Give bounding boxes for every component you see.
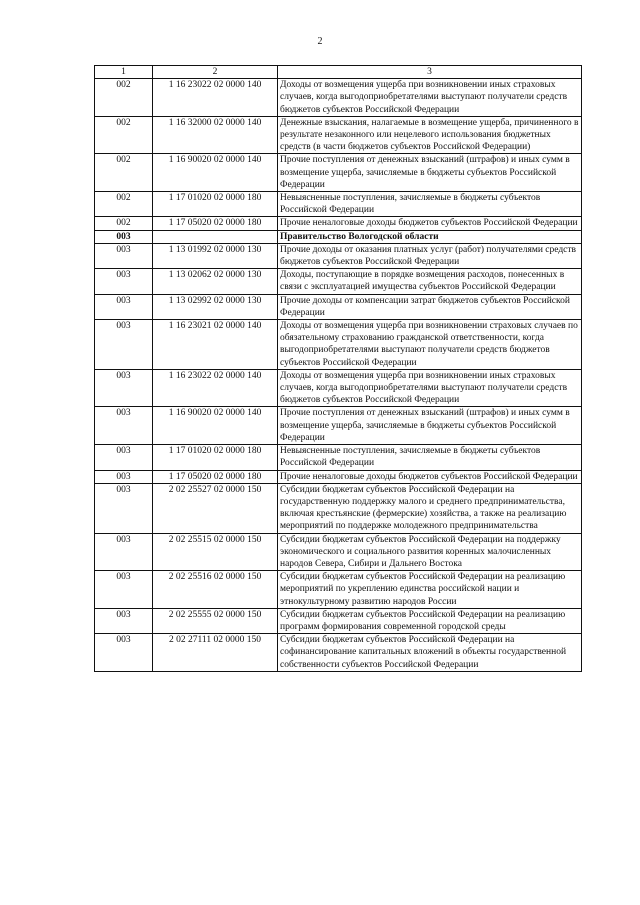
revenue-name-cell: Субсидии бюджетам субъектов Российской Федерации на реализацию мероприятий по укреплению единства российской нации и этнокультурному развитию народов России: [278, 571, 582, 609]
admin-code-cell: 003: [95, 571, 153, 609]
revenue-name-cell: Прочие доходы от оказания платных услуг (работ) получателями средств бюджетов субъектов Российской Федерации: [278, 243, 582, 268]
admin-code-cell: 003: [95, 294, 153, 319]
admin-code-cell: 003: [95, 407, 153, 445]
table-row: [95, 294, 582, 319]
revenue-name-cell: Субсидии бюджетам субъектов Российской Федерации на софинансирование капитальных вложений в объекты государственной собственности субъектов Российской Федерации: [278, 634, 582, 672]
revenue-codes-table: [94, 65, 582, 672]
table-row: [95, 269, 582, 294]
budget-code-cell: 1 16 90020 02 0000 140: [153, 154, 278, 192]
table-row: [95, 445, 582, 470]
admin-code-cell: 003: [95, 634, 153, 672]
table-row: [95, 634, 582, 672]
revenue-name-cell: Невыясненные поступления, зачисляемые в бюджеты субъектов Российской Федерации: [278, 445, 582, 470]
table-row: [95, 243, 582, 268]
table-row: [95, 79, 582, 117]
budget-code-cell: 1 13 02992 02 0000 130: [153, 294, 278, 319]
revenue-name-cell: Доходы от возмещения ущерба при возникновении страховых случаев по обязательному страхованию гражданской ответственности, когда выгодоприобретателями выступают получатели средств бюджетов субъектов Российской Федерации: [278, 320, 582, 370]
admin-code-cell: 003: [95, 470, 153, 483]
budget-code-cell: [153, 230, 278, 243]
table-row: [95, 369, 582, 407]
revenue-name-cell: Прочие поступления от денежных взысканий (штрафов) и иных сумм в возмещение ущерба, зачисляемые в бюджеты субъектов Российской Федерации: [278, 154, 582, 192]
admin-code-cell: 002: [95, 217, 153, 230]
budget-code-cell: 2 02 25555 02 0000 150: [153, 608, 278, 633]
admin-code-cell: 002: [95, 79, 153, 117]
table-header-row: [95, 66, 582, 79]
table-row: [95, 608, 582, 633]
table-row: [95, 217, 582, 230]
admin-code-cell: 003: [95, 230, 153, 243]
admin-code-cell: 003: [95, 243, 153, 268]
budget-code-cell: 1 17 05020 02 0000 180: [153, 217, 278, 230]
revenue-name-cell: Доходы от возмещения ущерба при возникновении иных страховых случаев, когда выгодоприобретателями выступают получатели средств бюджетов субъектов Российской Федерации: [278, 79, 582, 117]
budget-code-cell: 1 16 90020 02 0000 140: [153, 407, 278, 445]
admin-code-cell: 003: [95, 445, 153, 470]
table-row: [95, 320, 582, 370]
budget-code-cell: 1 13 02062 02 0000 130: [153, 269, 278, 294]
budget-code-cell: 2 02 27111 02 0000 150: [153, 634, 278, 672]
column-header-3: 3: [278, 66, 582, 79]
revenue-name-cell: Прочие доходы от компенсации затрат бюджетов субъектов Российской Федерации: [278, 294, 582, 319]
revenue-name-cell: Денежные взыскания, налагаемые в возмещение ущерба, причиненного в результате незаконного или нецелевого использования бюджетных средств (в части бюджетов субъектов Российской Федерации): [278, 116, 582, 154]
table-row: [95, 116, 582, 154]
budget-code-cell: 1 17 05020 02 0000 180: [153, 470, 278, 483]
admin-code-cell: 003: [95, 320, 153, 370]
budget-code-cell: 2 02 25515 02 0000 150: [153, 533, 278, 571]
budget-code-cell: 1 13 01992 02 0000 130: [153, 243, 278, 268]
admin-code-cell: 002: [95, 154, 153, 192]
revenue-name-cell: Прочие неналоговые доходы бюджетов субъектов Российской Федерации: [278, 217, 582, 230]
admin-code-cell: 003: [95, 533, 153, 571]
admin-code-cell: 002: [95, 192, 153, 217]
budget-code-cell: 2 02 25527 02 0000 150: [153, 483, 278, 533]
revenue-name-cell: Невыясненные поступления, зачисляемые в бюджеты субъектов Российской Федерации: [278, 192, 582, 217]
revenue-name-cell: Правительство Вологодской области: [278, 230, 582, 243]
table-body: [95, 79, 582, 672]
budget-code-cell: 1 17 01020 02 0000 180: [153, 445, 278, 470]
budget-code-cell: 2 02 25516 02 0000 150: [153, 571, 278, 609]
budget-code-cell: 1 16 23022 02 0000 140: [153, 79, 278, 117]
budget-code-cell: 1 16 32000 02 0000 140: [153, 116, 278, 154]
admin-code-cell: 003: [95, 608, 153, 633]
revenue-name-cell: Прочие поступления от денежных взысканий (штрафов) и иных сумм в возмещение ущерба, зачисляемые в бюджеты субъектов Российской Федерации: [278, 407, 582, 445]
table-row: [95, 154, 582, 192]
admin-code-cell: 003: [95, 269, 153, 294]
table-row: [95, 230, 582, 243]
admin-code-cell: 003: [95, 369, 153, 407]
revenue-name-cell: Прочие неналоговые доходы бюджетов субъектов Российской Федерации: [278, 470, 582, 483]
revenue-name-cell: Субсидии бюджетам субъектов Российской Федерации на поддержку экономического и социального развития коренных малочисленных народов Севера, Сибири и Дальнего Востока: [278, 533, 582, 571]
revenue-codes-table-container: [94, 65, 582, 672]
table-row: [95, 533, 582, 571]
revenue-name-cell: Доходы, поступающие в порядке возмещения расходов, понесенных в связи с эксплуатацией имущества субъектов Российской Федерации: [278, 269, 582, 294]
admin-code-cell: 002: [95, 116, 153, 154]
table-row: [95, 470, 582, 483]
budget-code-cell: 1 16 23021 02 0000 140: [153, 320, 278, 370]
column-header-1: 1: [95, 66, 153, 79]
revenue-name-cell: Доходы от возмещения ущерба при возникновении иных страховых случаев, когда выгодоприобретателями выступают получатели средств бюджетов субъектов Российской Федерации: [278, 369, 582, 407]
table-row: [95, 571, 582, 609]
admin-code-cell: 003: [95, 483, 153, 533]
budget-code-cell: 1 16 23022 02 0000 140: [153, 369, 278, 407]
table-row: [95, 192, 582, 217]
revenue-name-cell: Субсидии бюджетам субъектов Российской Федерации на реализацию программ формирования современной городской среды: [278, 608, 582, 633]
page-number: 2: [317, 36, 323, 47]
column-header-2: 2: [153, 66, 278, 79]
budget-code-cell: 1 17 01020 02 0000 180: [153, 192, 278, 217]
table-row: [95, 483, 582, 533]
revenue-name-cell: Субсидии бюджетам субъектов Российской Федерации на государственную поддержку малого и среднего предпринимательства, включая крестьянские (фермерские) хозяйства, а также на реализацию мероприятий по поддержке молодежного предпринимательства: [278, 483, 582, 533]
table-row: [95, 407, 582, 445]
